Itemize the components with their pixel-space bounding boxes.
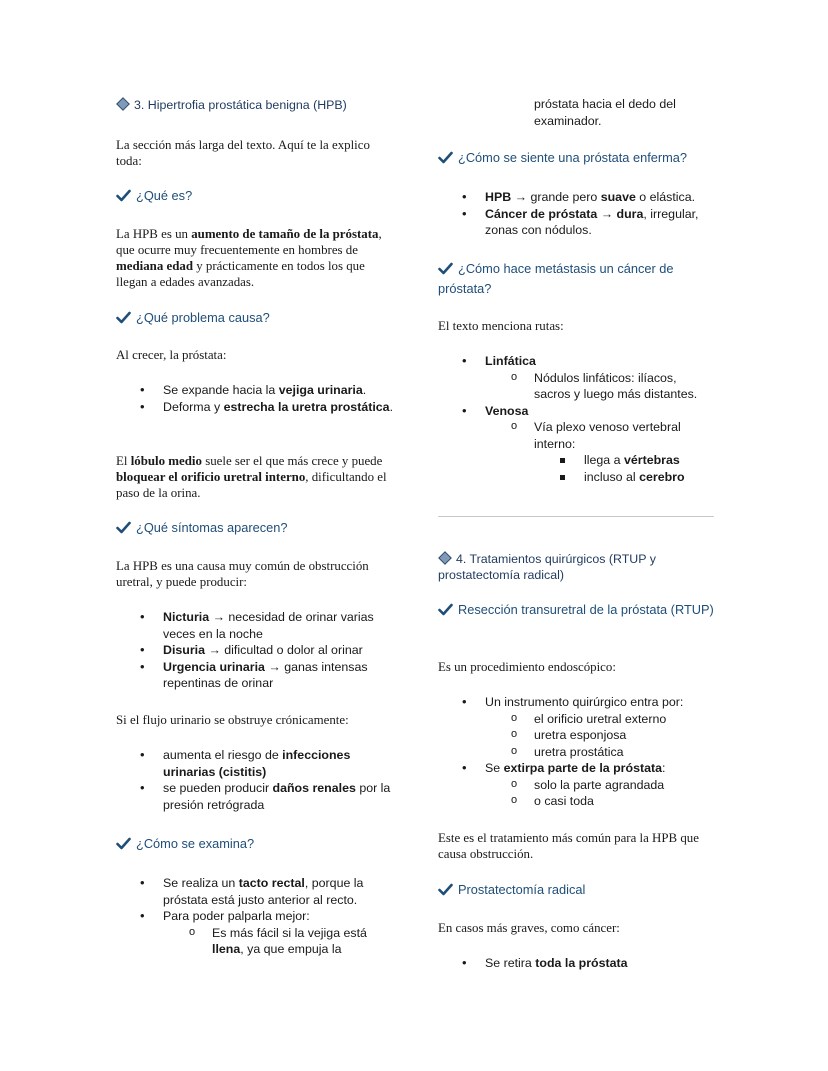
section-4-title <box>438 551 714 583</box>
sub-list-item: o uretra prostática <box>438 744 714 761</box>
prostatectomia-list <box>438 955 714 972</box>
graves-paragraph: En casos más graves, como cáncer: <box>438 921 620 935</box>
comun-paragraph: Este es el tratamiento más común para la HPB que causa obstrucción. <box>438 831 699 861</box>
heading-metastasis <box>438 259 714 299</box>
sub-list-item: o el orificio uretral externo <box>438 711 714 728</box>
heading-rtup <box>438 600 714 620</box>
list-item: • Un instrumento quirúrgico entra por: <box>438 694 714 711</box>
heading-prostatectomia <box>438 880 714 900</box>
heading-prostatectomia-text: Prostatectomía radical <box>458 882 586 897</box>
heading-problema-text: ¿Qué problema causa? <box>136 310 270 325</box>
problema-list <box>116 382 396 415</box>
heading-enferma-text: ¿Cómo se siente una próstata enferma? <box>458 150 688 165</box>
check-icon <box>438 603 453 616</box>
diamond-icon <box>438 551 452 565</box>
list-item: • aumenta el riesgo de infecciones urinarias (cistitis) <box>116 747 396 780</box>
heading-sintomas <box>116 518 396 538</box>
cronico-list <box>116 747 396 813</box>
intro-paragraph: La sección más larga del texto. Aquí te la explico toda: <box>116 138 370 168</box>
section-4-title-text: 4. Tratamientos quirúrgicos (RTUP y prostatectomía radical) <box>438 552 656 582</box>
list-item: • Se retira toda la próstata <box>438 955 714 972</box>
heading-que-es-text: ¿Qué es? <box>136 188 193 203</box>
list-item: • Nicturia → necesidad de orinar varias veces en la noche <box>116 609 396 642</box>
check-icon <box>438 151 453 164</box>
lobulo-paragraph: El lóbulo medio suele ser el que más crece y puede bloquear el orificio uretral interno, dificultando el paso de la orina. <box>116 454 387 500</box>
list-item: • Disuria → dificultad o dolor al orinar <box>116 642 396 659</box>
check-icon <box>438 262 453 275</box>
sub-list-item: o o casi toda <box>438 793 714 810</box>
list-item: • Urgencia urinaria → ganas intensas repentinas de orinar <box>116 659 396 692</box>
list-item: • Se realiza un tacto rectal, porque la próstata está justo anterior al recto. <box>116 875 396 908</box>
list-item: • Para poder palparla mejor: <box>116 908 396 925</box>
examina-list <box>116 875 396 958</box>
heading-enferma <box>438 148 714 168</box>
heading-sintomas-text: ¿Qué síntomas aparecen? <box>136 520 288 535</box>
list-item: • Venosa <box>438 403 714 420</box>
section-3-title-text: 3. Hipertrofia prostática benigna (HPB) <box>134 98 347 112</box>
cronico-paragraph: Si el flujo urinario se obstruye crónicamente: <box>116 713 349 727</box>
sub-list-item: o Vía plexo venoso vertebral interno: <box>438 419 714 452</box>
heading-examina-text: ¿Cómo se examina? <box>136 836 255 851</box>
check-icon <box>116 189 131 202</box>
sub-sub-list-item: llega a vértebras <box>438 452 714 469</box>
section-3-title <box>116 97 396 113</box>
sub-list-item: o uretra esponjosa <box>438 727 714 744</box>
sub-list-item: o Nódulos linfáticos: ilíacos, sacros y luego más distantes. <box>438 370 714 403</box>
diamond-icon <box>116 97 130 111</box>
list-item: • Linfática <box>438 353 714 370</box>
sintomas-intro: La HPB es una causa muy común de obstrucción uretral, y puede producir: <box>116 559 369 589</box>
check-icon <box>116 521 131 534</box>
heading-examina <box>116 834 396 854</box>
heading-que-es <box>116 186 396 206</box>
rtup-list <box>438 694 714 810</box>
sub-list-item: o solo la parte agrandada <box>438 777 714 794</box>
heading-rtup-text: Resección transuretral de la próstata (RTUP) <box>458 602 714 617</box>
sub-list-item: o Es más fácil si la vejiga está llena, ya que empuja la <box>116 925 396 958</box>
endoscopico-paragraph: Es un procedimiento endoscópico: <box>438 660 616 674</box>
check-icon <box>116 837 131 850</box>
sintomas-list <box>116 609 396 692</box>
list-item: • HPB → grande pero suave o elástica. <box>438 189 714 206</box>
heading-problema <box>116 308 396 328</box>
list-item: • Se expande hacia la vejiga urinaria. <box>116 382 396 399</box>
list-item: • Cáncer de próstata → dura, irregular, zonas con nódulos. <box>438 206 714 239</box>
continued-text: próstata hacia el dedo del examinador. <box>534 97 676 128</box>
que-es-paragraph: La HPB es un aumento de tamaño de la próstata, que ocurre muy frecuentemente en hombres de mediana edad y prácticamente en todos los que llegan a edades avanzadas. <box>116 227 382 289</box>
rutas-list <box>438 353 714 485</box>
heading-metastasis-text: ¿Cómo hace metástasis un cáncer de próstata? <box>438 261 674 296</box>
check-icon <box>116 311 131 324</box>
list-item: • se pueden producir daños renales por la presión retrógrada <box>116 780 396 813</box>
check-icon <box>438 883 453 896</box>
list-item: • Se extirpa parte de la próstata: <box>438 760 714 777</box>
rutas-paragraph: El texto menciona rutas: <box>438 319 564 333</box>
divider <box>438 516 714 517</box>
list-item: • Deforma y estrecha la uretra prostática. <box>116 399 396 416</box>
sub-sub-list-item: incluso al cerebro <box>438 469 714 486</box>
enferma-list <box>438 189 714 239</box>
problema-intro: Al crecer, la próstata: <box>116 348 227 362</box>
